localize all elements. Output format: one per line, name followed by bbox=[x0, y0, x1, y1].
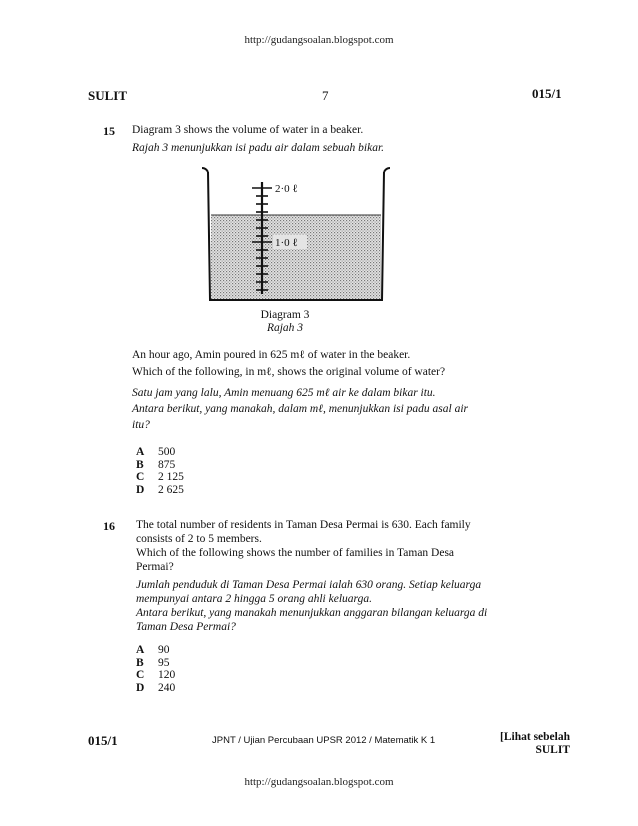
q15-option-a[interactable]: A 500 bbox=[136, 446, 176, 458]
q15-option-d[interactable]: D 2 625 bbox=[136, 483, 184, 496]
paper-code: 015/1 bbox=[532, 86, 562, 101]
q16-text-en-4: Permai? bbox=[136, 561, 174, 573]
q15-text-ms-2: Antara berikut, yang manakah, dalam mℓ, menunjukkan isi padu asal air bbox=[132, 403, 469, 415]
q15-option-c[interactable]: C 2 125 bbox=[136, 471, 184, 483]
q15-options bbox=[136, 446, 184, 496]
water-fill bbox=[211, 215, 381, 299]
q16-options bbox=[136, 644, 175, 694]
q15-stem-ms: Rajah 3 menunjukkan isi padu air dalam sebuah bikar. bbox=[132, 142, 385, 154]
q16-text-ms-4: Taman Desa Permai? bbox=[136, 621, 236, 633]
top-url[interactable]: http://gudangsoalan.blogspot.com bbox=[244, 34, 394, 46]
footer-code: 015/1 bbox=[88, 733, 118, 748]
beaker-diagram bbox=[196, 166, 396, 306]
q15-stem-en: Diagram 3 shows the volume of water in a beaker. bbox=[132, 124, 364, 136]
q16-text-en-2: consists of 2 to 5 members. bbox=[136, 533, 262, 545]
header-sulit: SULIT bbox=[88, 88, 128, 103]
q16-option-a[interactable]: A 90 bbox=[136, 644, 170, 656]
q16-text-ms-3: Antara berikut, yang manakah menunjukkan anggaran bilangan keluarga di bbox=[136, 607, 488, 619]
diagram-caption-ms: Rajah 3 bbox=[266, 322, 304, 334]
q16-text-ms-2: mempunyai antara 2 hingga 5 orang ahli keluarga. bbox=[136, 593, 372, 605]
bottom-url[interactable]: http://gudangsoalan.blogspot.com bbox=[244, 776, 394, 788]
q15-option-b[interactable]: B 875 bbox=[136, 458, 176, 471]
footer-center: JPNT / Ujian Percubaan UPSR 2012 / Matematik K 1 bbox=[212, 735, 436, 746]
diagram-caption-en: Diagram 3 bbox=[260, 309, 310, 321]
label-1-litre: 1·0 ℓ bbox=[275, 237, 298, 249]
q16-option-c[interactable]: C 120 bbox=[136, 669, 176, 681]
q15-text-ms-3: itu? bbox=[132, 419, 150, 431]
q16-option-b[interactable]: B 95 bbox=[136, 656, 170, 669]
q16-text-en-3: Which of the following shows the number of families in Taman Desa bbox=[136, 547, 455, 559]
footer-lihat-sebelah: [Lihat sebelah bbox=[500, 731, 570, 743]
q16-text-ms-1: Jumlah penduduk di Taman Desa Permai ialah 630 orang. Setiap keluarga bbox=[136, 579, 482, 591]
q15-text-en-1: An hour ago, Amin poured in 625 mℓ of water in the beaker. bbox=[132, 349, 411, 361]
footer-sulit: SULIT bbox=[535, 744, 570, 756]
question-15-number: 15 bbox=[103, 124, 115, 138]
label-2-litre: 2·0 ℓ bbox=[275, 183, 298, 195]
page-number: 7 bbox=[322, 88, 329, 103]
q16-option-d[interactable]: D 240 bbox=[136, 681, 176, 694]
q16-text-en-1: The total number of residents in Taman Desa Permai is 630. Each family bbox=[136, 519, 471, 531]
question-16-number: 16 bbox=[103, 519, 115, 533]
q15-text-ms-1: Satu jam yang lalu, Amin menuang 625 mℓ air ke dalam bikar itu. bbox=[132, 387, 436, 399]
q15-text-en-2: Which of the following, in mℓ, shows the original volume of water? bbox=[132, 366, 446, 378]
